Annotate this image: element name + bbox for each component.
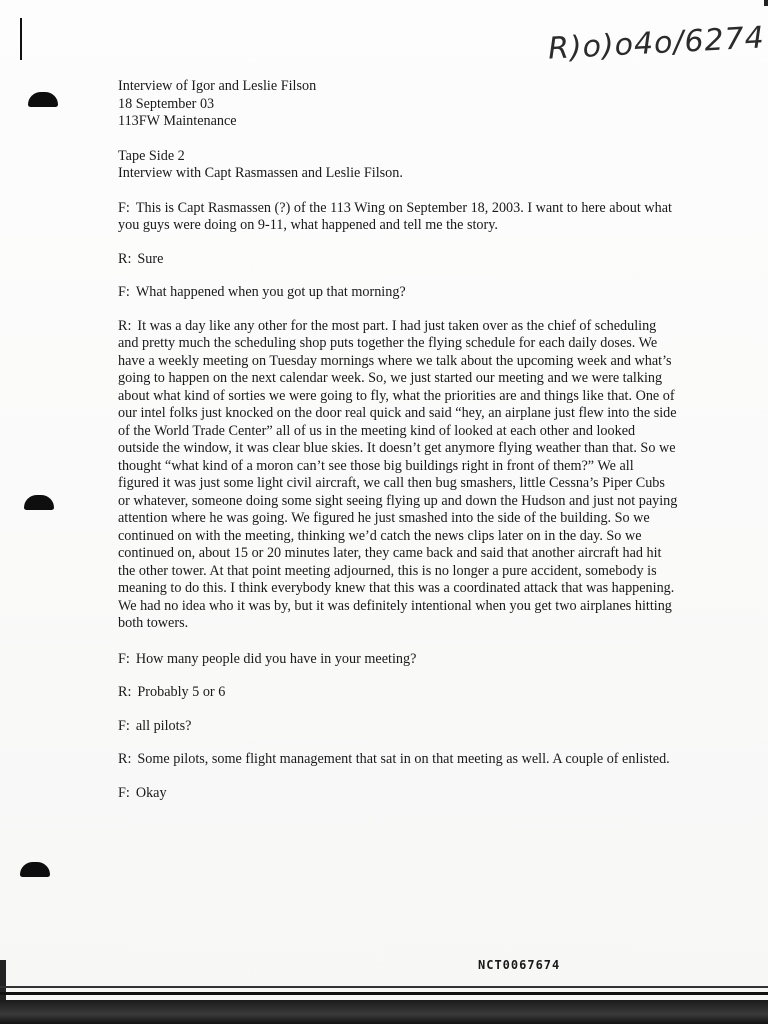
dialogue-entry	[118, 651, 678, 669]
dialogue-entry	[118, 751, 678, 769]
speaker-label: F:	[118, 284, 130, 300]
dialogue-text: This is Capt Rasmassen (?) of the 113 Wing on September 18, 2003. I want to here about what you guys were doing on 9-11, what happened and tell me the story.	[118, 199, 672, 233]
speaker-label: F:	[118, 717, 130, 734]
interview-date: 18 September 03	[118, 95, 215, 112]
bottom-rule	[0, 992, 768, 995]
bottom-rule	[0, 986, 768, 988]
dialogue-text: Okay	[135, 784, 167, 801]
dialogue-text: Probably 5 or 6	[137, 684, 226, 700]
dialogue-entry	[118, 318, 678, 633]
scan-border	[0, 1000, 768, 1024]
dialogue-text: Sure	[137, 250, 164, 267]
transcript-body	[118, 78, 678, 802]
interview-participants: Interview with Capt Rasmassen and Leslie Filson.	[118, 165, 403, 181]
punch-hole-middle	[24, 495, 54, 510]
tape-block	[118, 148, 678, 183]
punch-hole-bottom	[20, 862, 50, 877]
document-number: NCT0067674	[478, 958, 561, 972]
speaker-label: R:	[118, 751, 132, 767]
punch-hole-top	[28, 92, 58, 107]
dialogue-text: It was a day like any other for the most part. I had just taken over as the chief of scheduling and pretty much the scheduling shop puts together the flying schedule for each daily doses. We have a weekly meeting on Tuesday mornings where we talk about the upcoming week and what’s going to happen on the next calendar week. So, we just started our meeting and we were talking about what kind of sorties we were going to fly, what the priorities are and things like that. One of our intel folks just knocked on the door real quick and said “hey, an airplane just flew into the side of the World Trade Center” all of us in the meeting kind of looked at each other and looked outside the window, it was clear blue skies. It doesn’t get anymore flying weather than that. So we thought “what kind of a moron can’t see those big buildings right in front of them?” We all figured it was just some light civil aircraft, we call then bug smashers, little Cessna’s Piper Cubs or whatever, someone doing some sight seeing flying up and down the Hudson and just not paying attention where he was going. We figured he just smashed into the side of the building. So we continued on with the meeting, thinking we’d catch the news clips later on in the day. So we continued on, about 15 or 20 minutes later, they came back and said that another aircraft had hit the other tower. At that point meeting adjourned, this is no longer a pure accident, somebody is meaning to do this. I think everybody knew that this was a coordinated attack that was happening. We had no idea who it was by, but it was definitely intentional when you get two airplanes hitting both towers.	[118, 317, 678, 631]
speaker-label: R:	[118, 684, 132, 700]
dialogue-text: What happened when you got up that morning?	[135, 284, 406, 300]
interview-title: Interview of Igor and Leslie Filson	[118, 78, 317, 94]
corner-mark	[764, 0, 768, 6]
dialogue-text: all pilots?	[135, 717, 192, 734]
speaker-label: F:	[118, 650, 130, 667]
dialogue-entry	[118, 251, 678, 269]
header-block	[118, 78, 678, 131]
handwritten-id: R)o)o4o/6274	[547, 20, 766, 67]
speaker-label: F:	[118, 199, 130, 216]
dialogue-entry	[118, 284, 678, 302]
speaker-label: R:	[118, 317, 132, 334]
dialogue-list	[118, 200, 678, 803]
tape-side: Tape Side 2	[118, 147, 185, 164]
dialogue-text: How many people did you have in your meeting?	[135, 650, 417, 667]
dialogue-entry	[118, 718, 678, 736]
dialogue-entry	[118, 684, 678, 702]
dialogue-entry	[118, 200, 678, 235]
dialogue-text: Some pilots, some flight management that sat in on that meeting as well. A couple of enlisted.	[137, 751, 670, 767]
margin-mark	[20, 18, 22, 60]
speaker-label: R:	[118, 250, 132, 267]
dialogue-entry	[118, 785, 678, 803]
interview-unit: 113FW Maintenance	[118, 113, 237, 129]
speaker-label: F:	[118, 784, 130, 801]
